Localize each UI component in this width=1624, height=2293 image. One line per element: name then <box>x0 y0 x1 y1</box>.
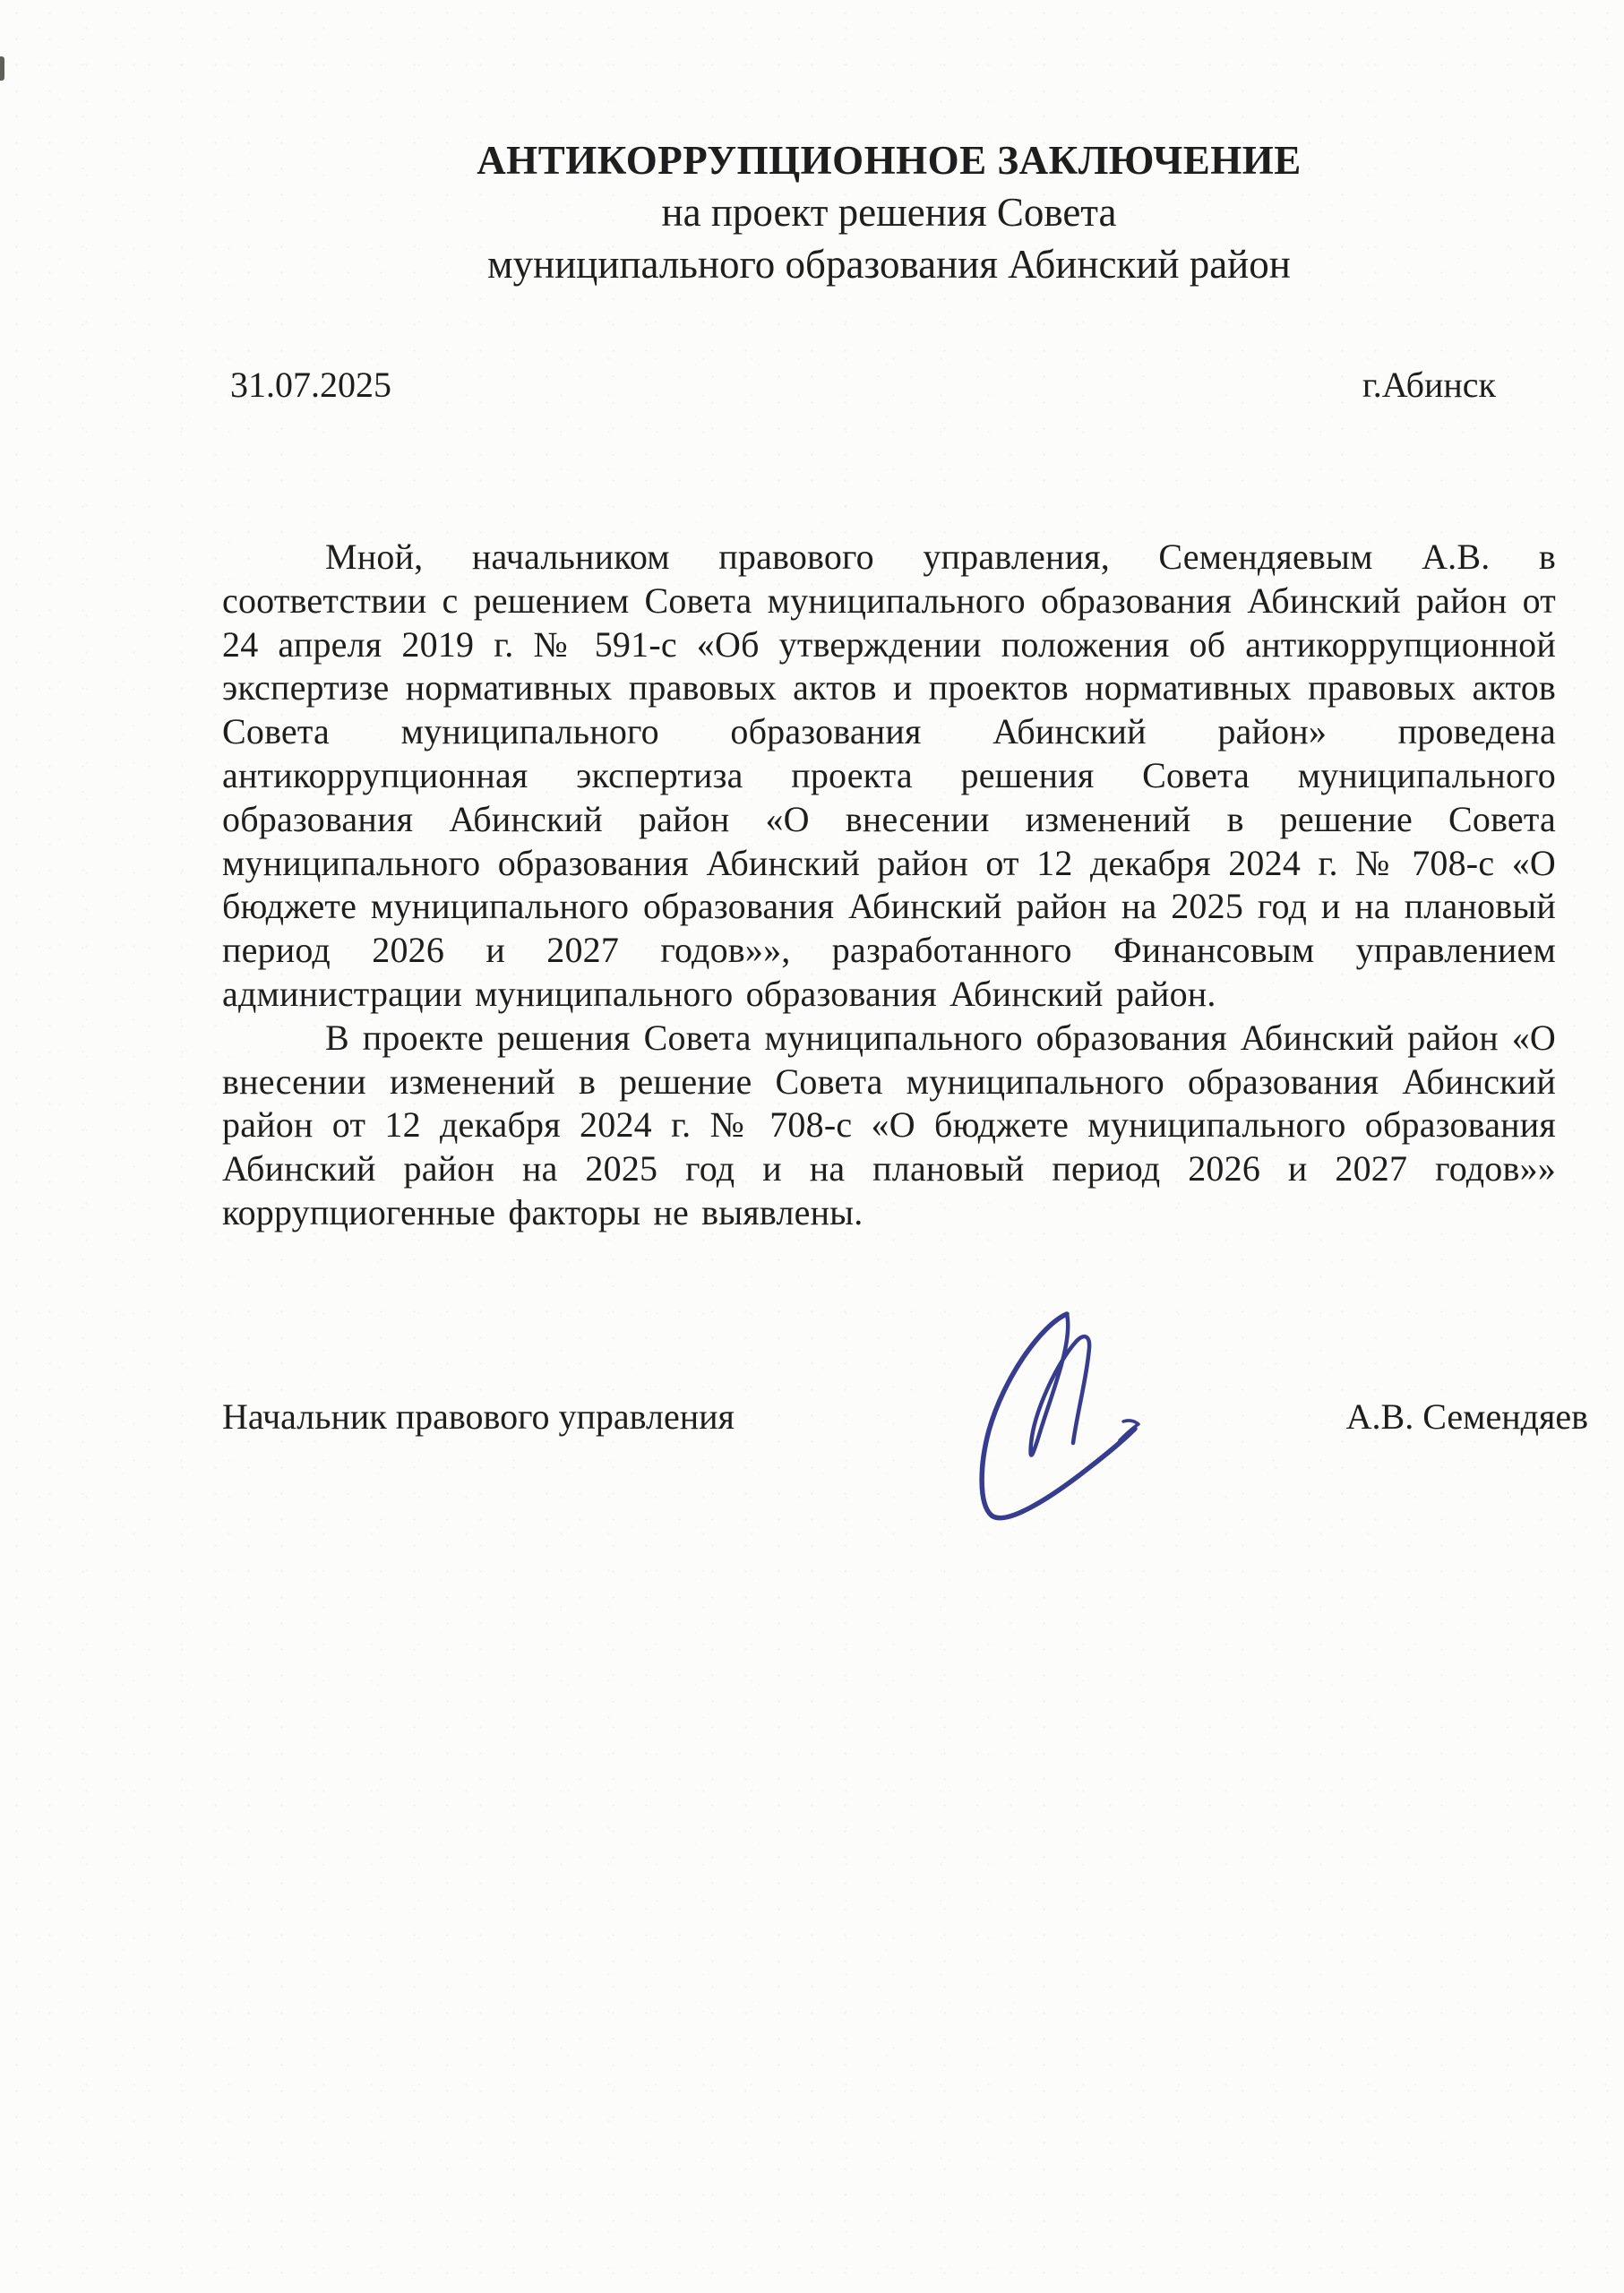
signature-stroke-loop <box>982 1314 1135 1518</box>
body-paragraph-1: Мной, начальником правового управления, Семендяевым А.В. в соответствии с решением Совета муниципального образования Абинский район от 24 апреля 2019 г. № 591-с «Об утверждении положения об антикоррупционной экспертизе нормативных правовых актов и проектов нормативных правовых актов Совета муниципального образования Абинский район» проведена антикоррупционная экспертиза проекта решения Совета муниципального образования Абинский район «О внесении изменений в решение Совета муниципального образования Абинский район от 12 декабря 2024 г. № 708-с «О бюджете муниципального образования Абинский район на 2025 год и на плановый период 2026 и 2027 годов»», разработанного Финансовым управлением администрации муниципального образования Абинский район. <box>222 537 1556 1014</box>
scan-artifact-mark <box>0 56 4 81</box>
document-place: г.Абинск <box>1362 365 1496 405</box>
document-subtitle-line-2: муниципального образования Абинский район <box>487 242 1291 287</box>
document-date: 31.07.2025 <box>230 365 391 405</box>
signature-ink <box>966 1288 1154 1539</box>
signature-row <box>222 1395 1588 1438</box>
signer-position-label: Начальник правового управления <box>222 1396 735 1437</box>
document-body <box>222 536 1556 1235</box>
body-paragraph-2: В проекте решения Совета муниципального образования Абинский район «О внесении изменений в решение Совета муниципального образования Абинский район от 12 декабря 2024 г. № 708-с «О бюджете муниципального образования Абинский район на 2025 год и на плановый период 2026 и 2027 годов»» коррупциогенные факторы не выявлены. <box>222 1017 1556 1232</box>
document-header <box>222 134 1556 290</box>
document-title: АНТИКОРРУПЦИОННОЕ ЗАКЛЮЧЕНИЕ <box>477 138 1302 183</box>
document-subtitle-line-1: на проект решения Совета <box>661 190 1117 235</box>
signer-name: А.В. Семендяев <box>1345 1396 1588 1437</box>
dateline <box>230 363 1496 407</box>
